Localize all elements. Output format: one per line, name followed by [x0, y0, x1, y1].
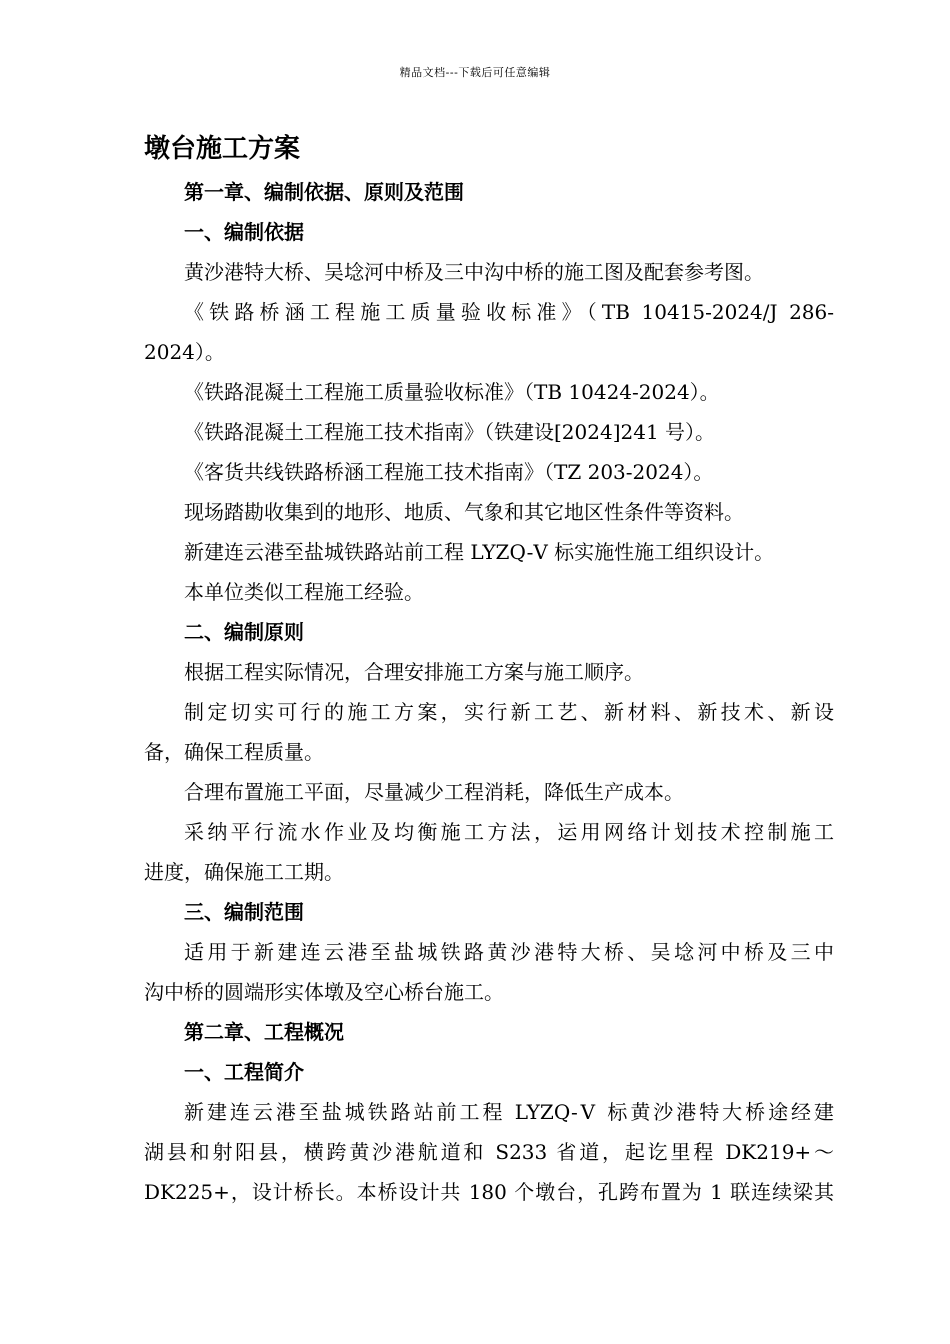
- paragraph: 黄沙港特大桥、吴埝河中桥及三中沟中桥的施工图及配套参考图。: [184, 260, 764, 284]
- section-heading: 三、编制范围: [184, 900, 304, 924]
- document-title: 墩台施工方案: [144, 134, 301, 164]
- paragraph-line: 湖县和射阳县，横跨黄沙港航道和 S233 省道，起讫里程 DK219+～: [144, 1140, 834, 1164]
- document-body: [144, 126, 834, 1212]
- chapter-heading: 第二章、工程概况: [184, 1020, 344, 1044]
- section-heading: 一、编制依据: [184, 220, 304, 244]
- paragraph: 合理布置施工平面，尽量减少工程消耗，降低生产成本。: [184, 780, 684, 804]
- section-heading: 一、工程简介: [184, 1060, 304, 1084]
- paragraph-line: 沟中桥的圆端形实体墩及空心桥台施工。: [144, 980, 504, 1004]
- paragraph: 《铁路混凝土工程施工质量验收标准》（TB 10424-2024）。: [184, 380, 720, 404]
- paragraph: 现场踏勘收集到的地形、地质、气象和其它地区性条件等资料。: [184, 500, 744, 524]
- paragraph-line: 进度，确保施工工期。: [144, 860, 344, 884]
- paragraph: 本单位类似工程施工经验。: [184, 580, 424, 604]
- paragraph-line: DK225+，设计桥长。本桥设计共 180 个墩台，孔跨布置为 1 联连续梁其: [144, 1180, 834, 1204]
- chapter-heading: 第一章、编制依据、原则及范围: [184, 180, 464, 204]
- page-header-watermark: 精品文档---下载后可任意编辑: [399, 66, 551, 79]
- paragraph: 根据工程实际情况，合理安排施工方案与施工顺序。: [184, 660, 644, 684]
- section-heading: 二、编制原则: [184, 620, 304, 644]
- paragraph-line: 适用于新建连云港至盐城铁路黄沙港特大桥、吴埝河中桥及三中: [184, 940, 834, 964]
- paragraph-line: 新建连云港至盐城铁路站前工程 LYZQ-Ⅴ 标黄沙港特大桥途经建: [184, 1100, 834, 1124]
- paragraph: 新建连云港至盐城铁路站前工程 LYZQ-Ⅴ 标实施性施工组织设计。: [184, 540, 775, 564]
- paragraph: 《铁路混凝土工程施工技术指南》（铁建设[2024]241 号）。: [184, 420, 716, 444]
- paragraph-line: 备，确保工程质量。: [144, 740, 324, 764]
- paragraph-line: 2024）。: [144, 340, 225, 364]
- paragraph-line: 采纳平行流水作业及均衡施工方法，运用网络计划技术控制施工: [184, 820, 834, 844]
- paragraph-line: 制定切实可行的施工方案，实行新工艺、新材料、新技术、新设: [184, 700, 834, 724]
- paragraph-line: 《铁路桥涵工程施工质量验收标准》（TB 10415-2024/J 286-: [184, 300, 834, 324]
- paragraph: 《客货共线铁路桥涵工程施工技术指南》（TZ 203-2024）。: [184, 460, 714, 484]
